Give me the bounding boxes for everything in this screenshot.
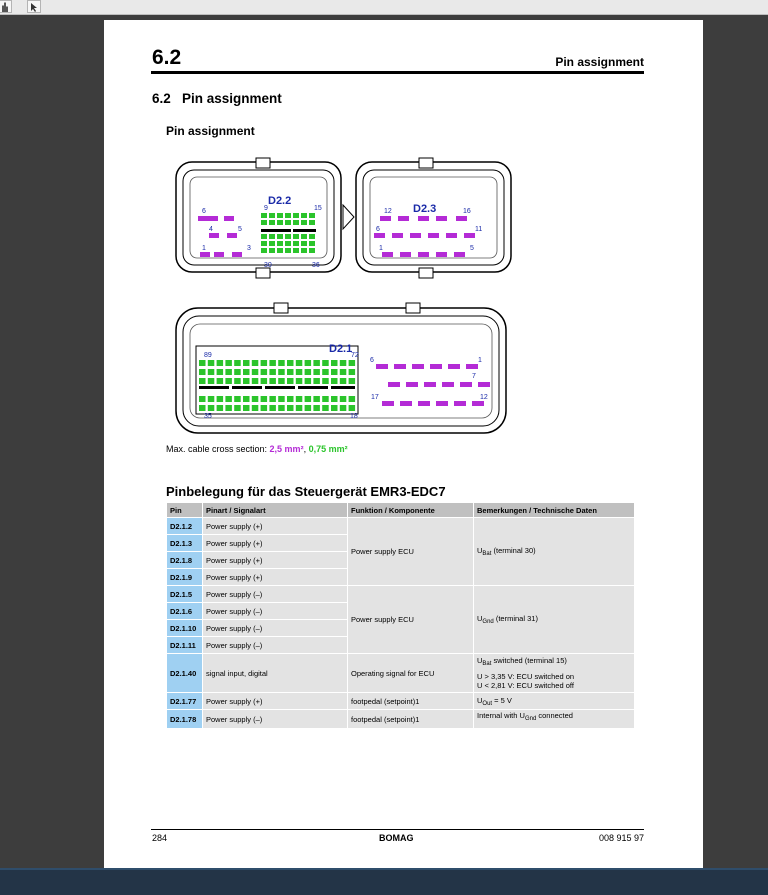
small-pin xyxy=(243,369,250,375)
type-cell: Power supply (+) xyxy=(203,569,348,586)
remark-cell: $U_{Bat}$ (terminal 30) xyxy=(474,518,635,586)
small-pin xyxy=(261,360,268,366)
pin-separator xyxy=(331,386,355,389)
small-pin xyxy=(269,405,276,411)
large-pin xyxy=(460,382,472,387)
small-pin xyxy=(261,378,268,384)
large-pin xyxy=(466,364,478,369)
small-pin xyxy=(252,405,258,411)
small-pin xyxy=(269,234,275,239)
large-pin xyxy=(214,252,224,257)
function-cell: footpedal (setpoint)1 xyxy=(348,710,474,729)
small-pin xyxy=(340,396,347,402)
large-pin xyxy=(388,382,400,387)
small-pin xyxy=(269,369,276,375)
large-pin xyxy=(448,364,460,369)
pin-separator xyxy=(265,386,295,389)
column-header: Funktion / Komponente xyxy=(348,503,474,518)
window-bottom-bar xyxy=(0,868,768,895)
pin-cell: D2.1.10 xyxy=(167,620,203,637)
small-pin xyxy=(301,213,307,218)
small-pin xyxy=(340,360,347,366)
large-pin xyxy=(410,233,421,238)
large-pin xyxy=(456,216,467,221)
pin-number-label: 16 xyxy=(463,208,471,215)
small-pin xyxy=(340,378,347,384)
cable-small-value: 0,75 mm² xyxy=(308,444,348,454)
small-pin xyxy=(269,378,276,384)
large-pin xyxy=(392,233,403,238)
remark-cell: $U_{Bat}$ switched (terminal 15) U > 3,35 V: ECU switched on U < 2,81 V: ECU switched off xyxy=(474,654,635,693)
large-pin xyxy=(224,216,234,221)
small-pin xyxy=(340,405,347,411)
small-pin xyxy=(296,405,303,411)
large-pin xyxy=(442,382,454,387)
small-pin xyxy=(301,248,307,253)
small-pin xyxy=(252,369,258,375)
small-pin xyxy=(301,241,307,246)
small-pin xyxy=(217,369,224,375)
small-pin xyxy=(309,234,315,239)
pin-number-label: 15 xyxy=(314,205,322,212)
viewer-toolbar xyxy=(0,0,768,15)
small-pin xyxy=(234,369,241,375)
type-cell: Power supply (–) xyxy=(203,620,348,637)
pin-number-label: 12 xyxy=(384,208,392,215)
pin-cell: D2.1.6 xyxy=(167,603,203,620)
table-row xyxy=(167,518,635,535)
small-pin xyxy=(269,248,275,253)
small-pin xyxy=(331,378,338,384)
small-pin xyxy=(331,405,338,411)
small-pin xyxy=(287,360,294,366)
small-pin xyxy=(340,369,347,375)
small-pin xyxy=(349,369,356,375)
large-pin xyxy=(209,233,219,238)
small-pin xyxy=(305,378,312,384)
small-pin xyxy=(287,396,294,402)
small-pin xyxy=(349,360,356,366)
pin-cell: D2.1.2 xyxy=(167,518,203,535)
small-pin xyxy=(277,248,283,253)
small-pin xyxy=(322,396,329,402)
small-pin xyxy=(277,213,283,218)
function-cell: Power supply ECU xyxy=(348,586,474,654)
type-cell: Power supply (+) xyxy=(203,535,348,552)
small-pin xyxy=(269,360,276,366)
large-pin xyxy=(436,401,448,406)
pin-number-label: 89 xyxy=(204,352,212,359)
small-pin xyxy=(208,405,215,411)
pin-separator xyxy=(261,229,291,232)
small-pin xyxy=(322,369,329,375)
small-pin xyxy=(278,378,285,384)
pin-cell: D2.1.3 xyxy=(167,535,203,552)
small-pin xyxy=(301,234,307,239)
connector-label: D2.3 xyxy=(413,203,437,215)
table-row xyxy=(167,586,635,603)
large-pin xyxy=(200,252,210,257)
small-pin xyxy=(309,213,315,218)
small-pin xyxy=(293,213,299,218)
large-pin xyxy=(454,252,465,257)
pin-separator xyxy=(298,386,328,389)
connector-label: D2.2 xyxy=(268,195,292,207)
function-cell: footpedal (setpoint)1 xyxy=(348,693,474,710)
small-pin xyxy=(331,360,338,366)
large-pin xyxy=(428,233,439,238)
small-pin xyxy=(199,378,206,384)
remark-cell: $U_{Out} = 5$ V xyxy=(474,693,635,710)
small-pin xyxy=(305,360,312,366)
footer-rule xyxy=(151,829,644,830)
large-pin xyxy=(400,401,412,406)
small-pin xyxy=(309,248,315,253)
small-pin xyxy=(349,396,356,402)
small-pin xyxy=(234,360,241,366)
document-page xyxy=(104,20,703,868)
small-pin xyxy=(261,220,267,225)
small-pin xyxy=(285,234,291,239)
small-pin xyxy=(261,396,268,402)
large-pin xyxy=(472,401,484,406)
small-pin xyxy=(285,241,291,246)
small-pin xyxy=(278,360,285,366)
remark-cell: $U_{Gnd}$ (terminal 31) xyxy=(474,586,635,654)
column-header: Pin xyxy=(167,503,203,518)
table-title: Pinbelegung für das Steuergerät EMR3-EDC7 xyxy=(166,484,446,499)
small-pin xyxy=(199,396,206,402)
large-pin xyxy=(376,364,388,369)
small-pin xyxy=(296,378,303,384)
pin-number-label: 5 xyxy=(238,226,242,233)
small-pin xyxy=(252,378,258,384)
small-pin xyxy=(199,405,206,411)
small-pin xyxy=(285,220,291,225)
pin-number-label: 72 xyxy=(351,352,359,359)
small-pin xyxy=(278,405,285,411)
small-pin xyxy=(261,241,267,246)
small-pin xyxy=(287,405,294,411)
pin-number-label: 1 xyxy=(202,245,206,252)
small-pin xyxy=(225,369,232,375)
small-pin xyxy=(199,369,206,375)
chapter-number: 6.2 xyxy=(152,46,182,69)
pin-cell: D2.1.5 xyxy=(167,586,203,603)
document-number: 008 915 97 xyxy=(598,833,644,843)
small-pin xyxy=(217,360,224,366)
pin-number-label: 6 xyxy=(376,226,380,233)
small-pin xyxy=(349,378,356,384)
small-pin xyxy=(309,241,315,246)
table-row xyxy=(167,710,635,729)
pin-number-label: 35 xyxy=(204,413,212,420)
small-pin xyxy=(261,213,267,218)
small-pin xyxy=(225,378,232,384)
large-pin xyxy=(227,233,237,238)
connector-diagram xyxy=(166,150,526,440)
pin-cell: D2.1.77 xyxy=(167,693,203,710)
cable-separator: , xyxy=(303,444,309,454)
small-pin xyxy=(269,220,275,225)
small-pin xyxy=(349,405,356,411)
small-pin xyxy=(269,241,275,246)
pin-separator xyxy=(199,386,229,389)
large-pin xyxy=(464,233,475,238)
small-pin xyxy=(305,396,312,402)
large-pin xyxy=(198,216,208,221)
pin-cell: D2.1.9 xyxy=(167,569,203,586)
small-pin xyxy=(199,360,206,366)
large-pin xyxy=(382,252,393,257)
large-pin xyxy=(418,216,429,221)
large-pin xyxy=(232,252,242,257)
large-pin xyxy=(436,216,447,221)
pin-number-label: 4 xyxy=(209,226,213,233)
large-pin xyxy=(400,252,411,257)
pin-separator xyxy=(293,229,316,232)
small-pin xyxy=(277,220,283,225)
pin-number-label: 6 xyxy=(202,208,206,215)
pin-number-label: 12 xyxy=(480,394,488,401)
large-pin xyxy=(446,233,457,238)
small-pin xyxy=(305,369,312,375)
pin-cell: D2.1.8 xyxy=(167,552,203,569)
large-pin xyxy=(418,401,430,406)
small-pin xyxy=(243,405,250,411)
large-pin xyxy=(406,382,418,387)
small-pin xyxy=(261,369,268,375)
small-pin xyxy=(293,234,299,239)
large-pin xyxy=(430,364,442,369)
type-cell: Power supply (–) xyxy=(203,637,348,654)
pin-number-label: 3 xyxy=(247,245,251,252)
remark-cell: Internal with $U_{Gnd}$ connected xyxy=(474,710,635,729)
large-pin xyxy=(382,401,394,406)
small-pin xyxy=(252,360,258,366)
type-cell: signal input, digital xyxy=(203,654,348,693)
large-pin xyxy=(374,233,385,238)
type-cell: Power supply (–) xyxy=(203,710,348,729)
large-pin xyxy=(380,216,391,221)
cable-large-value: 2,5 mm² xyxy=(269,444,304,454)
large-pin xyxy=(418,252,429,257)
small-pin xyxy=(293,248,299,253)
header-rule xyxy=(151,71,644,74)
pin-number-label: 30 xyxy=(264,262,272,269)
small-pin xyxy=(217,396,224,402)
small-pin xyxy=(243,360,250,366)
small-pin xyxy=(261,234,267,239)
large-pin xyxy=(208,216,218,221)
hand-tool-icon[interactable] xyxy=(0,0,12,13)
small-pin xyxy=(296,396,303,402)
small-pin xyxy=(261,405,268,411)
small-pin xyxy=(296,369,303,375)
small-pin xyxy=(208,396,215,402)
small-pin xyxy=(217,378,224,384)
small-pin xyxy=(217,405,224,411)
connector-label: D2.1 xyxy=(329,343,353,355)
pin-cell: D2.1.11 xyxy=(167,637,203,654)
small-pin xyxy=(234,396,241,402)
section-title: 6.2 Pin assignment xyxy=(152,91,282,106)
type-cell: Power supply (–) xyxy=(203,603,348,620)
pin-separator xyxy=(232,386,262,389)
function-cell: Operating signal for ECU xyxy=(348,654,474,693)
select-arrow-icon[interactable] xyxy=(27,0,41,13)
type-cell: Power supply (+) xyxy=(203,693,348,710)
pin-number-label: 36 xyxy=(312,262,320,269)
small-pin xyxy=(277,241,283,246)
large-pin xyxy=(478,382,490,387)
pin-number-label: 9 xyxy=(264,205,268,212)
running-header-title: Pin assignment xyxy=(555,55,644,69)
small-pin xyxy=(313,396,320,402)
small-pin xyxy=(305,405,312,411)
pin-cell: D2.1.40 xyxy=(167,654,203,693)
large-pin xyxy=(412,364,424,369)
table-row xyxy=(167,654,635,693)
small-pin xyxy=(301,220,307,225)
large-pin xyxy=(454,401,466,406)
small-pin xyxy=(252,396,258,402)
large-pin xyxy=(436,252,447,257)
small-pin xyxy=(278,369,285,375)
footer-brand: BOMAG xyxy=(379,833,414,843)
small-pin xyxy=(208,360,215,366)
small-pin xyxy=(277,234,283,239)
table-row xyxy=(167,693,635,710)
small-pin xyxy=(225,360,232,366)
pin-number-label: 18 xyxy=(350,413,358,420)
column-header: Pinart / Signalart xyxy=(203,503,348,518)
type-cell: Power supply (–) xyxy=(203,586,348,603)
pin-number-label: 17 xyxy=(371,394,379,401)
pin-number-label: 11 xyxy=(475,226,483,233)
pin-number-label: 6 xyxy=(370,357,374,364)
cable-cross-section-note xyxy=(166,444,348,454)
small-pin xyxy=(225,396,232,402)
small-pin xyxy=(243,396,250,402)
small-pin xyxy=(261,248,267,253)
small-pin xyxy=(322,378,329,384)
small-pin xyxy=(313,405,320,411)
small-pin xyxy=(293,241,299,246)
pin-number-label: 7 xyxy=(472,373,476,380)
large-pin xyxy=(424,382,436,387)
small-pin xyxy=(287,369,294,375)
subsection-title: Pin assignment xyxy=(166,124,255,138)
type-cell: Power supply (+) xyxy=(203,552,348,569)
small-pin xyxy=(313,369,320,375)
small-pin xyxy=(278,396,285,402)
small-pin xyxy=(322,405,329,411)
function-cell: Power supply ECU xyxy=(348,518,474,586)
small-pin xyxy=(296,360,303,366)
pin-number-label: 5 xyxy=(470,245,474,252)
small-pin xyxy=(208,369,215,375)
cable-note-prefix: Max. cable cross section: xyxy=(166,444,270,454)
pin-cell: D2.1.78 xyxy=(167,710,203,729)
small-pin xyxy=(287,378,294,384)
small-pin xyxy=(225,405,232,411)
small-pin xyxy=(243,378,250,384)
large-pin xyxy=(394,364,406,369)
small-pin xyxy=(322,360,329,366)
column-header: Bemerkungen / Technische Daten xyxy=(474,503,635,518)
small-pin xyxy=(285,213,291,218)
small-pin xyxy=(285,248,291,253)
table-header-row xyxy=(167,503,635,518)
type-cell: Power supply (+) xyxy=(203,518,348,535)
page-number: 284 xyxy=(152,833,168,843)
small-pin xyxy=(293,220,299,225)
pin-table xyxy=(166,502,635,729)
small-pin xyxy=(269,213,275,218)
small-pin xyxy=(313,378,320,384)
small-pin xyxy=(331,369,338,375)
small-pin xyxy=(313,360,320,366)
small-pin xyxy=(234,378,241,384)
small-pin xyxy=(331,396,338,402)
small-pin xyxy=(234,405,241,411)
small-pin xyxy=(309,220,315,225)
small-pin xyxy=(269,396,276,402)
small-pin xyxy=(208,378,215,384)
pin-number-label: 1 xyxy=(379,245,383,252)
pin-number-label: 1 xyxy=(478,357,482,364)
large-pin xyxy=(398,216,409,221)
